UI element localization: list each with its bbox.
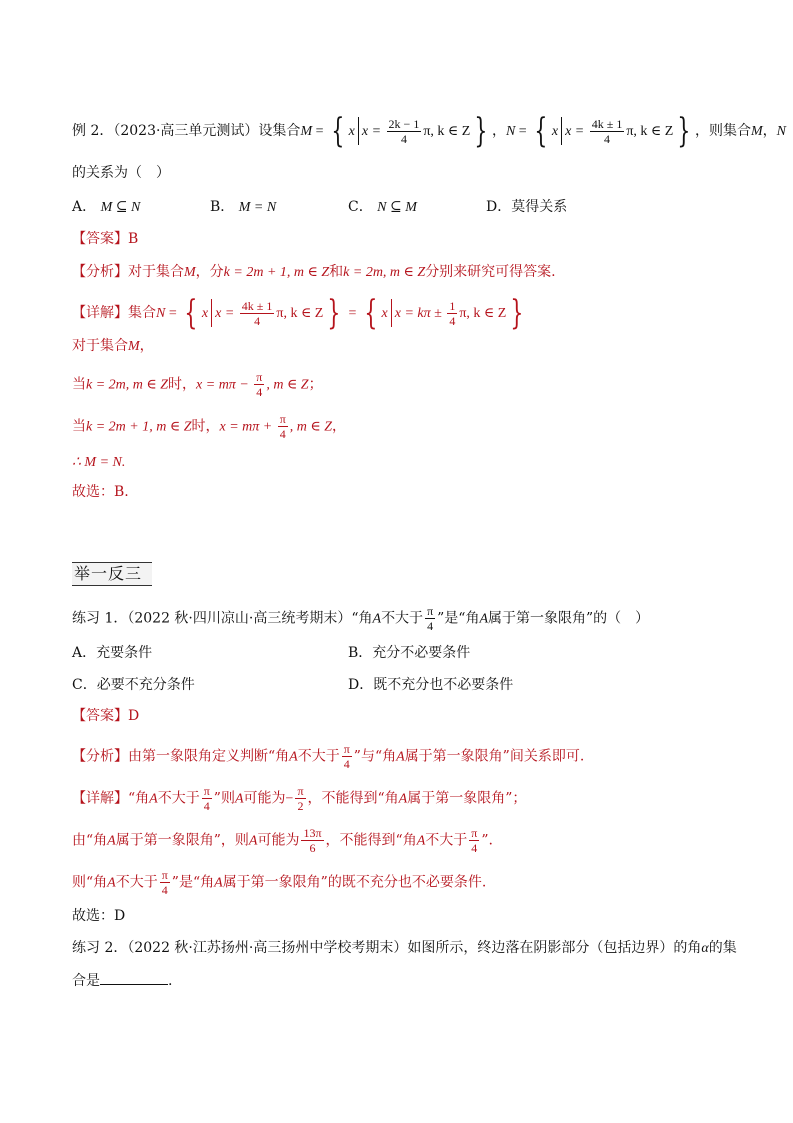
case-mid: 时， xyxy=(191,418,220,435)
period: . xyxy=(168,973,173,989)
analysis-label: 【分析】 xyxy=(72,264,128,280)
detail-text: 可能为 xyxy=(243,790,286,807)
minus-sign: − xyxy=(285,791,294,807)
detail-text: 不大于 xyxy=(115,874,158,891)
semicolon: ； xyxy=(308,376,323,393)
ex1-answer xyxy=(72,706,139,726)
pi-over-4-fraction xyxy=(202,784,212,813)
frac-den: 4 xyxy=(161,883,168,897)
detail-fraction-2 xyxy=(447,299,457,328)
ex1-text: 属于第一象限角”的（ ） xyxy=(488,610,650,627)
detail-text: “角 xyxy=(128,790,150,807)
detail-text: 集合 xyxy=(128,305,156,321)
frac-num: π xyxy=(203,784,210,798)
pi-over-4-fraction xyxy=(254,370,264,399)
left-brace: { xyxy=(184,293,198,333)
var-a: A xyxy=(416,833,426,849)
case-tail: , m ∈ Z xyxy=(289,419,333,435)
analysis-label: 【分析】 xyxy=(72,748,128,765)
answer-label: 【答案】 xyxy=(72,231,128,247)
case-pre: 当 xyxy=(72,376,86,393)
analysis-text: 属于第一象限角”间关系即可. xyxy=(404,748,585,765)
pi-over-4-fraction xyxy=(469,826,479,855)
comma: ， xyxy=(762,123,777,139)
option-b-math: M = N xyxy=(238,200,277,215)
example2-option-a xyxy=(72,196,140,216)
detail-fraction-1 xyxy=(240,299,275,328)
answer-label: 【答案】 xyxy=(72,708,128,724)
frac-den: 4 xyxy=(279,427,286,441)
var-a: A xyxy=(396,749,405,765)
frac-num: π xyxy=(256,370,263,384)
var-x: x xyxy=(381,306,388,321)
frac-den: 4 xyxy=(254,313,261,328)
example2-option-b xyxy=(210,196,276,216)
frac-num: 4k ± 1 xyxy=(241,298,273,313)
var-a: A xyxy=(248,833,258,849)
var-a: A xyxy=(149,791,158,807)
case-mid: 时， xyxy=(168,376,197,393)
comma: ， xyxy=(491,123,506,139)
eq-sign: = xyxy=(312,124,328,139)
section-title-box xyxy=(72,562,152,586)
example2-choose: 故选：B. xyxy=(72,484,129,500)
set-bar xyxy=(391,299,392,327)
ex1-question xyxy=(72,604,649,633)
analysis-text: 对于集合 xyxy=(128,264,184,280)
m-frac-num: 2k − 1 xyxy=(388,116,420,131)
ex1-detail-line3 xyxy=(72,868,486,897)
detail-text: ”是“角 xyxy=(171,874,215,891)
case-math: k = 2m + 1, m ∈ Z xyxy=(86,419,192,435)
var-m: M xyxy=(128,339,140,354)
frac-num: π xyxy=(471,826,478,840)
ex1-text: ”是“角 xyxy=(437,610,480,627)
right-brace: } xyxy=(474,111,488,151)
pi-over-4-fraction xyxy=(278,412,288,441)
example2-option-c xyxy=(348,196,417,216)
frac-den: 4 xyxy=(427,619,434,633)
right-brace: } xyxy=(510,293,524,333)
m-fraction xyxy=(387,117,422,146)
case-expr: x = mπ − xyxy=(196,377,253,393)
example2-question-line1 xyxy=(72,111,786,151)
analysis-math: k = 2m, m ∈ Z xyxy=(343,265,426,280)
ex1-prefix: 练习 1．（2022 秋·四川凉山·高三统考期末）“角 xyxy=(72,610,373,627)
eq-sign: = xyxy=(515,124,531,139)
ex1-detail xyxy=(72,784,526,813)
detail-label: 【详解】 xyxy=(72,305,128,321)
m-frac-den: 4 xyxy=(400,131,407,146)
var-x: x xyxy=(201,306,209,321)
frac-num: π xyxy=(427,604,434,618)
ex1-choose: 故选：D xyxy=(72,908,126,924)
frac-num: π xyxy=(343,742,350,756)
analysis-text: 由第一象限角定义判断“角 xyxy=(128,748,290,765)
eq-sign: = xyxy=(165,306,181,321)
n-fraction xyxy=(590,117,625,146)
analysis-text: ，分 xyxy=(195,264,224,280)
case-math: k = 2m, m ∈ Z xyxy=(86,377,169,393)
then-text: ，则集合 xyxy=(694,123,751,139)
example2-case1 xyxy=(72,370,323,399)
x-eq: x = xyxy=(215,306,238,321)
detail-label: 【详解】 xyxy=(72,790,128,807)
ex2-text: 练习 2．（2022 秋·江苏扬州·高三扬州中学校考期末）如图所示，终边落在阴影部分（包括边界）的角 xyxy=(72,940,702,956)
frac-den: 2 xyxy=(297,799,304,813)
detail-rhs: x = kπ ± xyxy=(394,306,446,321)
frac-den: 6 xyxy=(309,841,316,855)
right-brace: } xyxy=(677,111,691,151)
var-a: A xyxy=(107,875,116,891)
var-a: A xyxy=(372,611,382,627)
example2-for-set-m xyxy=(72,336,154,357)
var-m: M xyxy=(300,124,313,139)
option-a-math: M ⊆ N xyxy=(100,200,141,215)
frac-num: 13π xyxy=(303,826,322,840)
pi-k-in-z: π, k ∈ Z xyxy=(276,306,324,321)
pi-over-2-fraction xyxy=(295,784,305,813)
ex2-text: 合是 xyxy=(72,973,100,989)
for-set-m-text: 对于集合 xyxy=(72,338,128,354)
pi-k-in-z: π, k ∈ Z xyxy=(626,124,674,139)
comma: ， xyxy=(139,338,154,354)
set-bar xyxy=(358,117,359,145)
option-b-label: B． xyxy=(210,199,235,215)
detail-text: ”. xyxy=(481,832,493,849)
ex1-analysis xyxy=(72,742,584,771)
detail-text: 由“角 xyxy=(72,832,108,849)
analysis-text: 和 xyxy=(329,264,344,280)
ex2-text: 的集 xyxy=(708,940,737,956)
frac-num: π xyxy=(297,784,304,798)
detail-text: 属于第一象限角”，则 xyxy=(115,832,249,849)
example2-answer xyxy=(72,229,138,249)
pi-over-4-fraction xyxy=(342,742,352,771)
frac-num: π xyxy=(279,412,286,426)
frac-num: π xyxy=(161,868,168,882)
analysis-math: k = 2m + 1, m ∈ Z xyxy=(223,265,330,280)
left-brace: { xyxy=(364,293,378,333)
pi-over-4-fraction xyxy=(160,868,170,897)
var-n: N xyxy=(156,306,166,321)
comma: ， xyxy=(332,418,347,435)
detail-text: 不大于 xyxy=(425,832,468,849)
var-a: A xyxy=(214,875,223,891)
case-expr: x = mπ + xyxy=(219,419,276,435)
frac-den: 4 xyxy=(449,313,456,328)
answer-value: D xyxy=(128,708,140,724)
detail-text: ，不能得到“角 xyxy=(325,832,417,849)
var-n: N xyxy=(776,124,786,139)
example2-case2 xyxy=(72,412,346,441)
example2-question-line2: 的关系为（ ） xyxy=(72,165,170,181)
detail-text: 属于第一象限角”； xyxy=(407,790,527,807)
var-m: M xyxy=(750,124,763,139)
analysis-text: 不大于 xyxy=(297,748,340,765)
ex2-question-line1 xyxy=(72,938,737,959)
example2-prefix: 例 2．（2023·高三单元测试）设集合 xyxy=(72,123,301,139)
option-a-label: A． xyxy=(72,199,97,215)
ex2-question-line2 xyxy=(72,970,172,991)
set-bar xyxy=(561,117,562,145)
detail-text: 可能为 xyxy=(257,832,300,849)
var-m: M xyxy=(184,265,196,280)
example2-option-d: D．莫得关系 xyxy=(486,199,568,215)
section-title: 举一反三 xyxy=(74,564,143,583)
var-a: A xyxy=(479,611,489,627)
frac-den: 4 xyxy=(256,385,263,399)
x-eq: x = xyxy=(565,124,588,139)
therefore-text: ∴ M = N. xyxy=(72,455,126,470)
var-n: N xyxy=(505,124,516,139)
thirteen-pi-over-6-fraction xyxy=(301,826,323,855)
ex1-option-b: B．充分不必要条件 xyxy=(348,645,471,661)
answer-blank[interactable] xyxy=(100,970,168,985)
n-frac-den: 4 xyxy=(604,131,611,146)
frac-den: 4 xyxy=(203,799,210,813)
detail-text: 则“角 xyxy=(72,874,108,891)
case-tail: , m ∈ Z xyxy=(266,377,309,393)
analysis-text: ”与“角 xyxy=(353,748,397,765)
var-a: A xyxy=(234,791,244,807)
ex1-option-d: D．既不充分也不必要条件 xyxy=(348,677,514,693)
x-eq: x = xyxy=(361,124,385,139)
ex1-option-c: C．必要不充分条件 xyxy=(72,677,195,693)
var-x: x xyxy=(348,124,355,139)
pi-k-in-z: π, k ∈ Z xyxy=(423,124,471,139)
example2-analysis xyxy=(72,262,556,283)
frac-den: 4 xyxy=(471,841,478,855)
frac-num: 1 xyxy=(449,298,456,313)
left-brace: { xyxy=(534,111,548,151)
ex1-text: 不大于 xyxy=(381,610,424,627)
detail-text: 属于第一象限角”的既不充分也不必要条件. xyxy=(222,874,487,891)
detail-text: 不大于 xyxy=(157,790,200,807)
set-bar xyxy=(211,299,212,327)
n-frac-num: 4k ± 1 xyxy=(591,116,623,131)
var-a: A xyxy=(398,791,408,807)
var-x: x xyxy=(551,124,559,139)
case-pre: 当 xyxy=(72,418,86,435)
analysis-text: 分别来研究可得答案. xyxy=(425,264,556,280)
option-c-label: C． xyxy=(348,199,373,215)
detail-text: ，不能得到“角 xyxy=(307,790,399,807)
left-brace: { xyxy=(331,111,345,151)
ex1-option-a: A．充要条件 xyxy=(72,645,153,661)
example2-detail xyxy=(72,293,528,333)
pi-over-4-fraction xyxy=(425,604,435,633)
var-a: A xyxy=(289,749,298,765)
example2-therefore xyxy=(72,452,125,473)
pi-k-in-z: π, k ∈ Z xyxy=(459,306,507,321)
answer-value: B xyxy=(128,231,139,247)
right-brace: } xyxy=(327,293,341,333)
option-c-math: N ⊆ M xyxy=(377,200,417,215)
detail-text: ”则 xyxy=(213,790,235,807)
var-alpha: α xyxy=(701,941,709,956)
frac-den: 4 xyxy=(343,757,350,771)
eq-sign: = xyxy=(345,306,360,321)
var-a: A xyxy=(107,833,116,849)
ex1-detail-line2 xyxy=(72,826,493,855)
